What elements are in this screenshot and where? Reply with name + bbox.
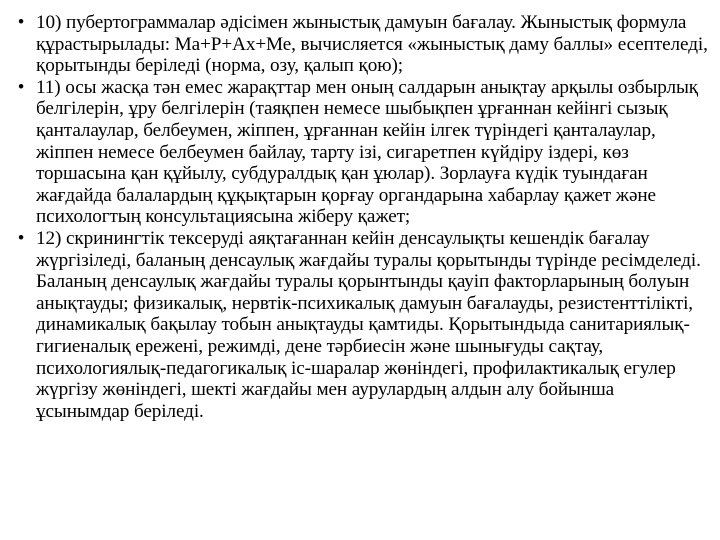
list-item-12 (12, 228, 712, 422)
list-item-10 (12, 12, 712, 77)
bullet-icon: • (17, 12, 25, 33)
list-item-11 (12, 77, 712, 228)
bullet-icon: • (17, 227, 25, 249)
list-item-text: 11) осы жасқа тән емес жарақттар мен оның салдарын анықтау арқылы озбырлық белгілерін, ұру белгілерін (таяқпен немесе шыбықпен ұрғаннан кейінгі сызық қанталаулар, белбеумен, жіппен, ұрғаннан кейін ілгек түріндегі қанталаулар, жіппен немесе белбеумен байлау, тарту ізі, сигаретпен күйдіру іздері, көз торшасына қан құйылу, субдуралдық қан ұюлар). Зорлауға күдік туындаған жағдайда балалардың құқықтарын қорғау органдарына хабарлау қажет және психологтың консультациясына жіберу қажет; (36, 76, 698, 228)
list-item-text: 10) пубертограммалар әдісімен жыныстық дамуын бағалау. Жыныстық формула құрастырылады: Ма+Р+Ах+Ме, вычисляется «жыныстық даму баллы» есептеледі, қорытынды беріледі (норма, озу, қалып қою); (36, 12, 708, 77)
bullet-icon: • (17, 76, 25, 98)
bullet-list (12, 12, 712, 422)
list-item-text: 12) скринингтік тексеруді аяқтағаннан кейін денсаулықты кешендік бағалау жүргізіледі, баланың денсаулық жағдайы туралы қорытынды түрінде ресімделеді. Баланың денсаулық жағдайы туралы қорынтынды қауіп факторларының болуын анықтауды; физикалық, нервтік-психикалық дамуын бағалауды, резистенттілікті, динамикалық бақылау тобын анықтауды қамтиды. Қорытындыда санитариялық-гигиеналық ережені, режимді, дене тәрбиесін және шынығуды сақтау, психологиялық-педагогикалық іс-шаралар жөніндегі, профилактикалық егулер жүргізу жөніндегі, шекті жағдайы мен аурулардың алдын алу бойынша ұсынымдар беріледі. (36, 227, 701, 422)
